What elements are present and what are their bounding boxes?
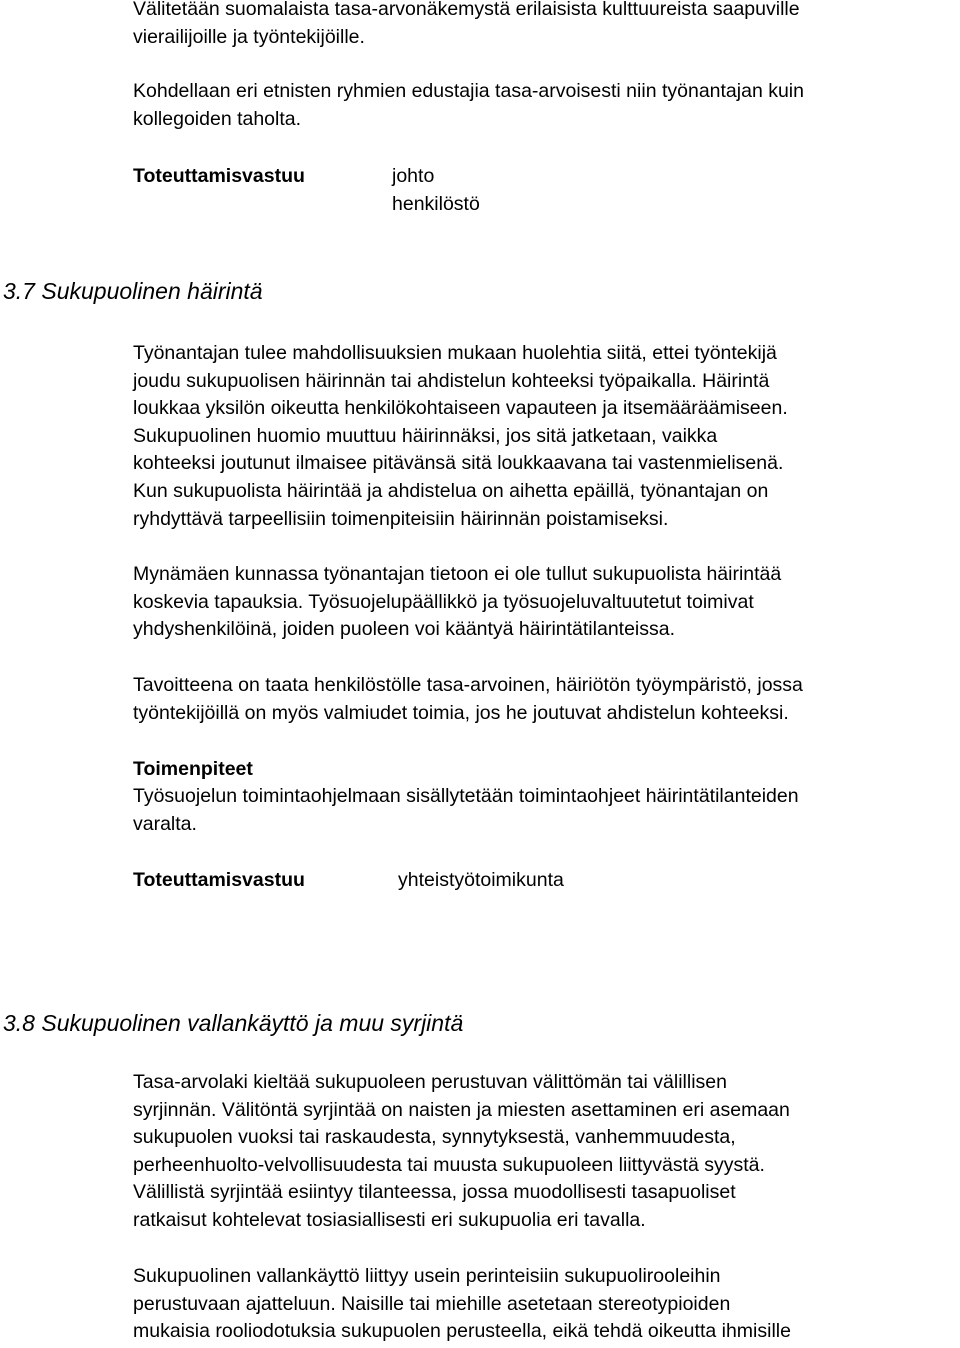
text-line: Välillistä syrjintää esiintyy tilanteessa, jossa muodollisesti tasapuoliset bbox=[133, 1181, 736, 1204]
text-line: Työnantajan tulee mahdollisuuksien mukaan huolehtia siitä, ettei työntekijä bbox=[133, 342, 777, 364]
text-line: Sukupuolinen vallankäyttö liittyy usein perinteisiin sukupuolirooleihin bbox=[133, 1265, 721, 1287]
text-line: Kohdellaan eri etnisten ryhmien edustajia tasa-arvoisesti niin työnantajan kuin bbox=[133, 80, 804, 102]
text-line: perustuvaan ajatteluun. Naisille tai miehille asetetaan stereotypioiden bbox=[133, 1292, 731, 1315]
section-heading-3-8: 3.8 Sukupuolinen vallankäyttö ja muu syrjintä bbox=[3, 1010, 464, 1036]
text-line: Mynämäen kunnassa työnantajan tietoon ei ole tullut sukupuolista häirintää bbox=[133, 563, 782, 585]
responsibility-value: johto bbox=[392, 165, 435, 187]
text-line: Sukupuolinen huomio muuttuu häirinnäksi, jos sitä jatketaan, vaikka bbox=[133, 424, 718, 447]
text-line: yhdyshenkilöinä, joiden puoleen voi kääntyä häirintätilanteissa. bbox=[133, 618, 676, 641]
text-line: joudu sukupuolisen häirinnän tai ahdistelun kohteeksi työpaikalla. Häirintä bbox=[133, 369, 770, 392]
text-line: kohteeksi joutunut ilmaisee pitävänsä sitä loukkaavana tai vastenmielisenä. bbox=[133, 452, 784, 475]
responsibility-value: henkilöstö bbox=[392, 192, 480, 215]
text-line: Työsuojelun toimintaohjelmaan sisällytetään toimintaohjeet häirintätilanteiden bbox=[133, 785, 799, 807]
text-line: Tavoitteena on taata henkilöstölle tasa-arvoinen, häiriötön työympäristö, jossa bbox=[133, 674, 803, 696]
intro-paragraph-1 bbox=[133, 0, 958, 51]
measures-label: Toimenpiteet bbox=[133, 758, 253, 780]
section-3-7-paragraph-2 bbox=[133, 561, 958, 644]
responsibility-label: Toteuttamisvastuu bbox=[133, 869, 305, 891]
text-line: mukaisia rooliodotuksia sukupuolen perusteella, eikä tehdä oikeutta ihmisille bbox=[133, 1320, 791, 1343]
section-3-7-paragraph-3 bbox=[133, 672, 958, 727]
text-line: koskevia tapauksia. Työsuojelupäällikkö ja työsuojeluvaltuutetut toimivat bbox=[133, 590, 754, 613]
measures-text bbox=[133, 783, 958, 838]
text-line: varalta. bbox=[133, 812, 197, 835]
responsibility-values bbox=[392, 163, 480, 218]
responsibility-value: yhteistyötoimikunta bbox=[398, 869, 564, 891]
intro-paragraph-2 bbox=[133, 78, 958, 133]
text-line: sukupuolen vuoksi tai raskaudesta, synnytyksestä, vanhemmuudesta, bbox=[133, 1126, 736, 1149]
section-3-8-paragraph-1 bbox=[133, 1069, 958, 1235]
responsibility-label: Toteuttamisvastuu bbox=[133, 165, 305, 187]
text-line: ryhdyttävä tarpeellisiin toimenpiteisiin häirinnän poistamiseksi. bbox=[133, 507, 669, 530]
text-line: loukkaa yksilön oikeutta henkilökohtaiseen vapauteen ja itsemääräämiseen. bbox=[133, 397, 788, 420]
text-line: vierailijoille ja työntekijöille. bbox=[133, 25, 365, 48]
section-3-8-paragraph-2 bbox=[133, 1263, 958, 1346]
text-line: kollegoiden taholta. bbox=[133, 107, 302, 130]
text-line: Välitetään suomalaista tasa-arvonäkemystä erilaisista kulttuureista saapuville bbox=[133, 0, 800, 20]
text-line: työntekijöillä on myös valmiudet toimia, jos he joutuvat ahdistelun kohteeksi. bbox=[133, 701, 789, 724]
text-line: ratkaisut kohtelevat tosiasiallisesti eri sukupuolia eri tavalla. bbox=[133, 1208, 646, 1231]
text-line: Kun sukupuolista häirintää ja ahdistelua on aihetta epäillä, työnantajan on bbox=[133, 479, 769, 502]
text-line: Tasa-arvolaki kieltää sukupuoleen perustuvan välittömän tai välillisen bbox=[133, 1071, 727, 1093]
section-heading-3-7: 3.7 Sukupuolinen häirintä bbox=[3, 278, 263, 304]
text-line: perheenhuolto-velvollisuudesta tai muusta sukupuoleen liittyvästä syystä. bbox=[133, 1153, 765, 1176]
section-3-7-paragraph-1 bbox=[133, 340, 958, 533]
text-line: syrjinnän. Välitöntä syrjintää on naisten ja miesten asettaminen eri asemaan bbox=[133, 1098, 790, 1121]
